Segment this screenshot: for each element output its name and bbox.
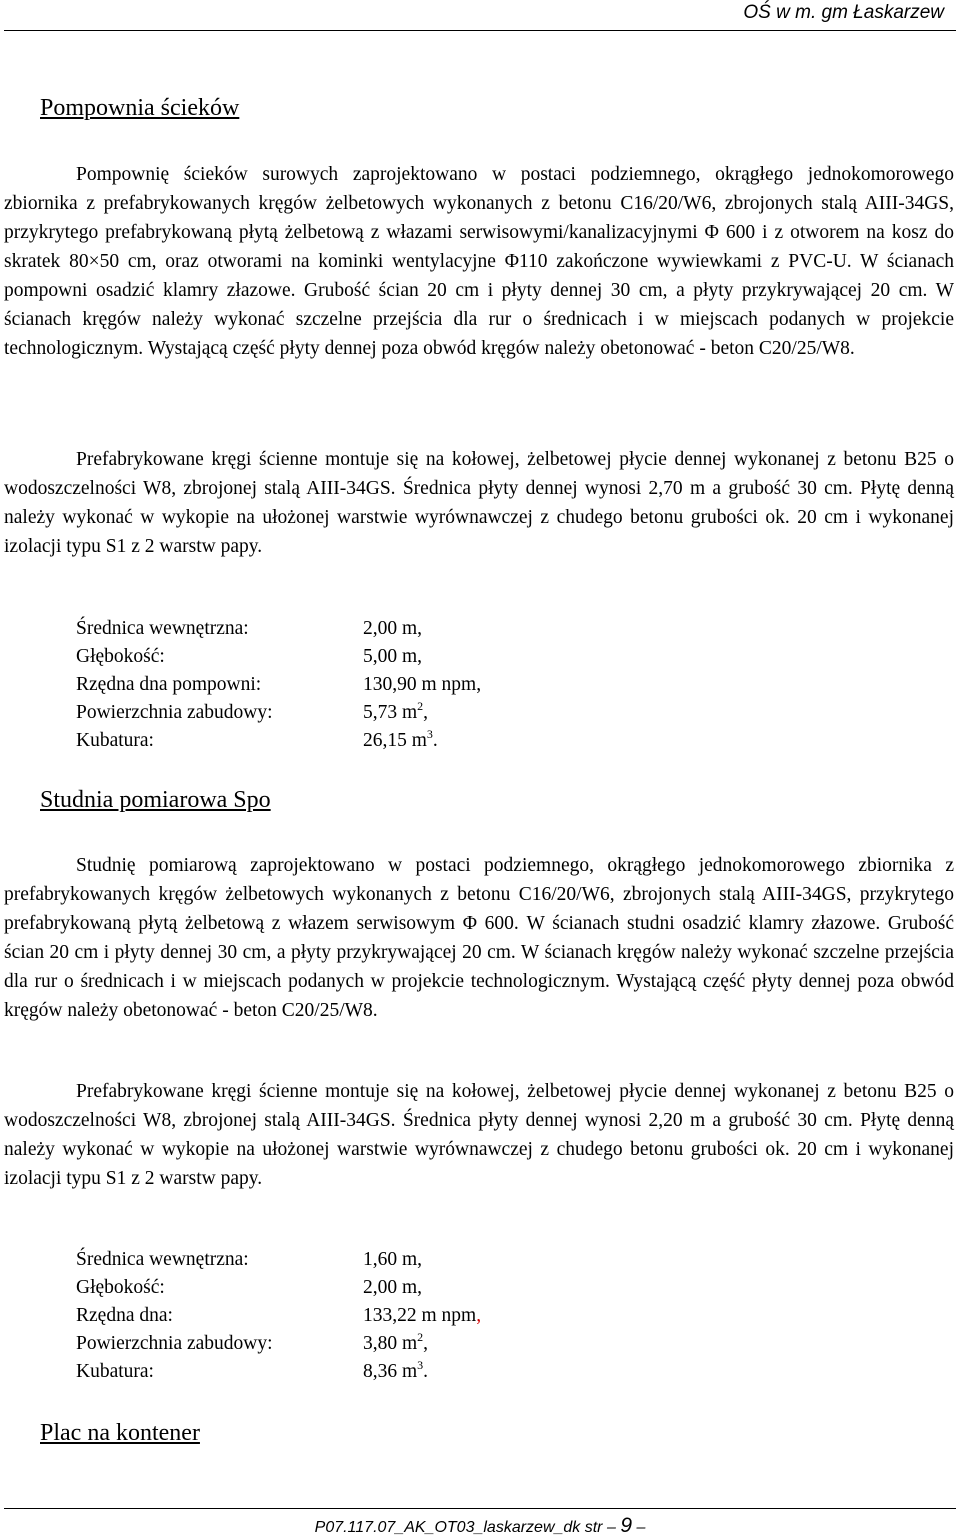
spec-row [76,1358,481,1386]
spec-label: Średnica wewnętrzna: [76,618,249,639]
spec-row [76,699,481,727]
section-heading-plac: Plac na kontener [40,1420,200,1446]
spec-row [76,1330,481,1358]
paragraph-pompownia-1: Pompownię ścieków surowych zaprojektowano w postaci podziemnego, okrągłego jednokomorowego zbiornika z prefabrykowanych kręgów żelbetowych wykonanych z betonu C16/20/W6, zbrojonych stalą AIII-34GS, przykrytego prefabrykowaną płytą żelbetową z włazami serwisowymi/kanalizacyjnymi Φ 600 i z otworem na kosz do skratek 80×50 cm, oraz otworami na kominki wentylacyjne Φ110 zakończone wywiewkami z PVC-U. W ścianach pompowni osadzić klamry złazowe. Grubość ścian 20 cm i płyty dennej 30 cm, a płyty przykrywającej 20 cm. W ścianach kręgów należy wykonać szczelne przejścia dla rur o średnicach i w miejscach podanych w projekcie technologicznym. Wystającą część płyty dennej poza obwód kręgów należy obetonować - beton C20/25/W8. [4,164,954,359]
spec-value-exponent: 3 [417,1358,424,1372]
paragraph-pompownia-2: Prefabrykowane kręgi ścienne montuje się na kołowej, żelbetowej płycie dennej wykonanej z betonu B25 o wodoszczelności W8, zbrojonej stalą AIII-34GS. Średnica płyty dennej wynosi 2,70 m a grubość 30 cm. Płytę denną należy wykonać w wykopie na ułożonej warstwie wyrównawczej z chudego betonu grubości ok. 20 cm i wykonanej izolacji typu S1 z 2 warstw papy. [4,449,954,557]
spec-label: Średnica wewnętrzna: [76,1249,249,1270]
spec-value-number: 133,22 m npm [363,1305,477,1326]
spec-table-studnia [76,1246,481,1386]
spec-value-number: 26,15 m [363,730,427,751]
spec-label: Rzędna dna pompowni: [76,674,262,695]
paragraph-studnia-1: Studnię pomiarową zaprojektowano w postaci podziemnego, okrągłego jednokomorowego zbiornika z prefabrykowanych kręgów żelbetowych wykonanych z betonu C16/20/W6, zbrojonych stalą AIII-34GS, przykrytego prefabrykowaną płytą żelbetową z włazem serwisowym Φ 600. W ścianach studni osadzić klamry złazowe. Grubość ścian 20 cm i płyty dennej 30 cm, a płyty przykrywającej 20 cm. W ścianach kręgów należy wykonać szczelne przejścia dla rur o średnicach i w miejscach podanych w projekcie technologicznym. Wystającą część płyty dennej poza obwód kręgów należy obetonować - beton C20/25/W8. [4,855,954,1021]
spec-row [76,727,481,755]
spec-row [76,1302,481,1330]
spec-value-number: 8,36 m [363,1361,418,1382]
spec-value [363,1358,428,1386]
spec-row [76,671,481,699]
spec-value-exponent: 2 [417,699,424,713]
spec-value-exponent: 2 [417,1330,424,1344]
spec-label: Powierzchnia zabudowy: [76,702,273,723]
spec-value [363,1330,428,1358]
spec-row [76,615,481,643]
document-id: P07.117.07_AK_OT03_laskarzew_dk str – [314,1519,616,1536]
spec-value-number: 3,80 m [363,1333,418,1354]
spec-label: Kubatura: [76,730,154,751]
footer-divider [4,1508,956,1509]
spec-value-exponent: 3 [426,727,433,741]
paragraph-studnia-2: Prefabrykowane kręgi ścienne montuje się na kołowej, żelbetowej płycie dennej wykonanej z betonu B25 o wodoszczelności W8, zbrojonej stalą AIII-34GS. Średnica płyty dennej wynosi 2,20 m a grubość 30 cm. Płytę denną należy wykonać w wykopie na ułożonej warstwie wyrównawczej z chudego betonu grubości ok. 20 cm i wykonanej izolacji typu S1 z 2 warstw papy. [4,1081,954,1189]
spec-value: 130,90 m npm, [363,674,482,695]
spec-row [76,1274,481,1302]
spec-label: Kubatura: [76,1361,154,1382]
spec-value-suffix: . [432,730,438,751]
spec-value [363,699,428,727]
spec-value-suffix-red: , [476,1305,482,1326]
spec-table-pompownia [76,615,481,755]
spec-value-suffix: , [423,1333,429,1354]
section-heading-studnia: Studnia pomiarowa Spo [40,787,271,813]
spec-value [363,727,438,755]
spec-value: 2,00 m, [363,618,423,639]
header-divider [4,30,956,31]
page-header: OŚ w m. gm Łaskarzew [743,2,944,23]
spec-value: 2,00 m, [363,1277,423,1298]
spec-value: 5,00 m, [363,646,423,667]
page-number: 9 [620,1514,632,1537]
spec-value [363,1302,481,1330]
page-footer [0,1514,960,1538]
spec-value-suffix: . [423,1361,429,1382]
spec-row [76,643,481,671]
spec-row [76,1246,481,1274]
footer-dash: – [636,1519,646,1536]
spec-value: 1,60 m, [363,1249,423,1270]
spec-value-suffix: , [423,702,429,723]
section-heading-pompownia: Pompownia ścieków [40,95,240,121]
spec-label: Głębokość: [76,1277,165,1298]
spec-label: Rzędna dna: [76,1305,173,1326]
spec-label: Głębokość: [76,646,165,667]
spec-value-number: 5,73 m [363,702,418,723]
spec-label: Powierzchnia zabudowy: [76,1333,273,1354]
